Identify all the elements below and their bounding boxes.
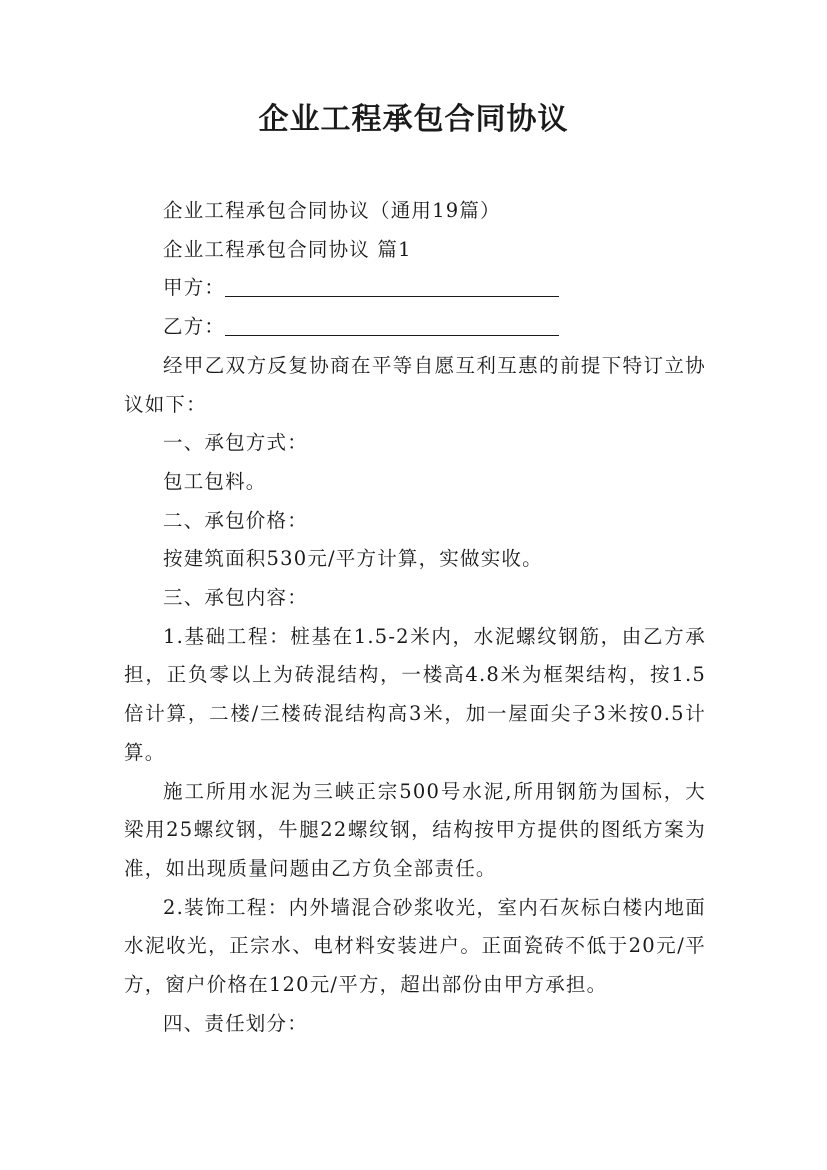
paragraph-contract-price: 按建筑面积530元/平方计算，实做实收。 xyxy=(163,547,543,571)
section-heading: 企业工程承包合同协议 篇1 xyxy=(163,237,412,261)
paragraph-intro: 经甲乙双方反复协商在平等自愿互利互惠的前提下特订立协议如下： xyxy=(124,353,706,416)
heading-responsibility: 四、责任划分： xyxy=(163,1011,308,1035)
document-body xyxy=(124,192,706,1043)
document-title: 企业工程承包合同协议 xyxy=(258,102,569,137)
party-b-blank xyxy=(225,313,559,336)
party-b-line xyxy=(124,308,706,347)
heading-contract-content: 三、承包内容： xyxy=(163,586,308,610)
heading-contract-price: 二、承包价格： xyxy=(163,508,308,532)
paragraph-contract-method: 包工包料。 xyxy=(163,469,267,493)
paragraph-foundation-work: 1.基础工程：桩基在1.5-2米内，水泥螺纹钢筋，由乙方承担，正负零以上为砖混结构，一楼高4.8米为框架结构，按1.5倍计算，二楼/三楼砖混结构高3米，加一屋面尖子3米按0.5计算。 xyxy=(124,624,706,764)
paragraph-materials: 施工所用水泥为三峡正宗500号水泥,所用钢筋为国标，大梁用25螺纹钢，牛腿22螺纹钢，结构按甲方提供的图纸方案为准，如出现质量问题由乙方负全部责任。 xyxy=(124,779,706,880)
document-subtitle: 企业工程承包合同协议（通用19篇） xyxy=(163,199,501,222)
party-a-label: 甲方： xyxy=(163,276,226,300)
party-a-blank xyxy=(225,274,559,297)
paragraph-decoration-work: 2.装饰工程：内外墙混合砂浆收光，室内石灰标白楼内地面水泥收光，正宗水、电材料安装进户。正面瓷砖不低于20元/平方，窗户价格在120元/平方，超出部份由甲方承担。 xyxy=(124,895,706,997)
party-a-line xyxy=(124,269,706,308)
party-b-label: 乙方： xyxy=(163,315,226,339)
heading-contract-method: 一、承包方式： xyxy=(163,431,308,455)
